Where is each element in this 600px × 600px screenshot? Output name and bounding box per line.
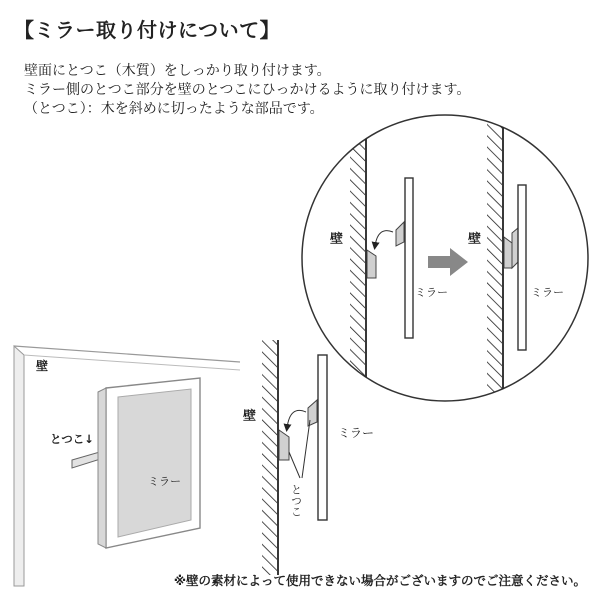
totsuko-pointer-label: とつこ↓	[50, 432, 94, 446]
mirror-label-before: ミラー	[415, 286, 448, 299]
mirror-before	[405, 178, 413, 338]
description-line-1: 壁面にとつこ（木質）をしっかり取り付けます。	[24, 63, 331, 79]
wall-label-before: 壁	[330, 232, 344, 247]
mirror-cleat-after	[512, 228, 518, 268]
mirror-after	[518, 185, 526, 350]
mirror-label-side: ミラー	[338, 426, 375, 440]
totsuko-label-side: とつこ	[289, 484, 303, 517]
page-title: 【ミラー取り付けについて】	[14, 18, 281, 42]
caution-note: ※壁の素材によって使用できない場合がございますのでご注意ください。	[173, 573, 586, 588]
side-mirror	[318, 355, 327, 520]
room-mirror-glass	[118, 389, 191, 537]
step-circle	[302, 100, 588, 420]
wall-label-room: 壁	[36, 359, 49, 373]
wall-label-side: 壁	[243, 409, 257, 424]
mirror-label-room: ミラー	[148, 475, 181, 488]
room-illustration	[14, 346, 240, 586]
description-line-3: （とつこ）：木を斜めに切ったような部品です。	[24, 101, 324, 117]
description-line-2: ミラー側のとつこ部分を壁のとつこにひっかけるように取り付けます。	[24, 82, 471, 98]
wall-label-after: 壁	[468, 232, 482, 247]
side-section	[243, 340, 374, 575]
room-mirror-side	[98, 388, 106, 548]
wall-hatch-after	[487, 100, 502, 420]
wall-hatch-side	[262, 340, 277, 575]
side-hook-arrow	[287, 410, 306, 428]
mirror-label-after: ミラー	[531, 286, 564, 299]
side-wall-cleat	[279, 430, 289, 460]
wall-cleat-after	[504, 237, 512, 268]
